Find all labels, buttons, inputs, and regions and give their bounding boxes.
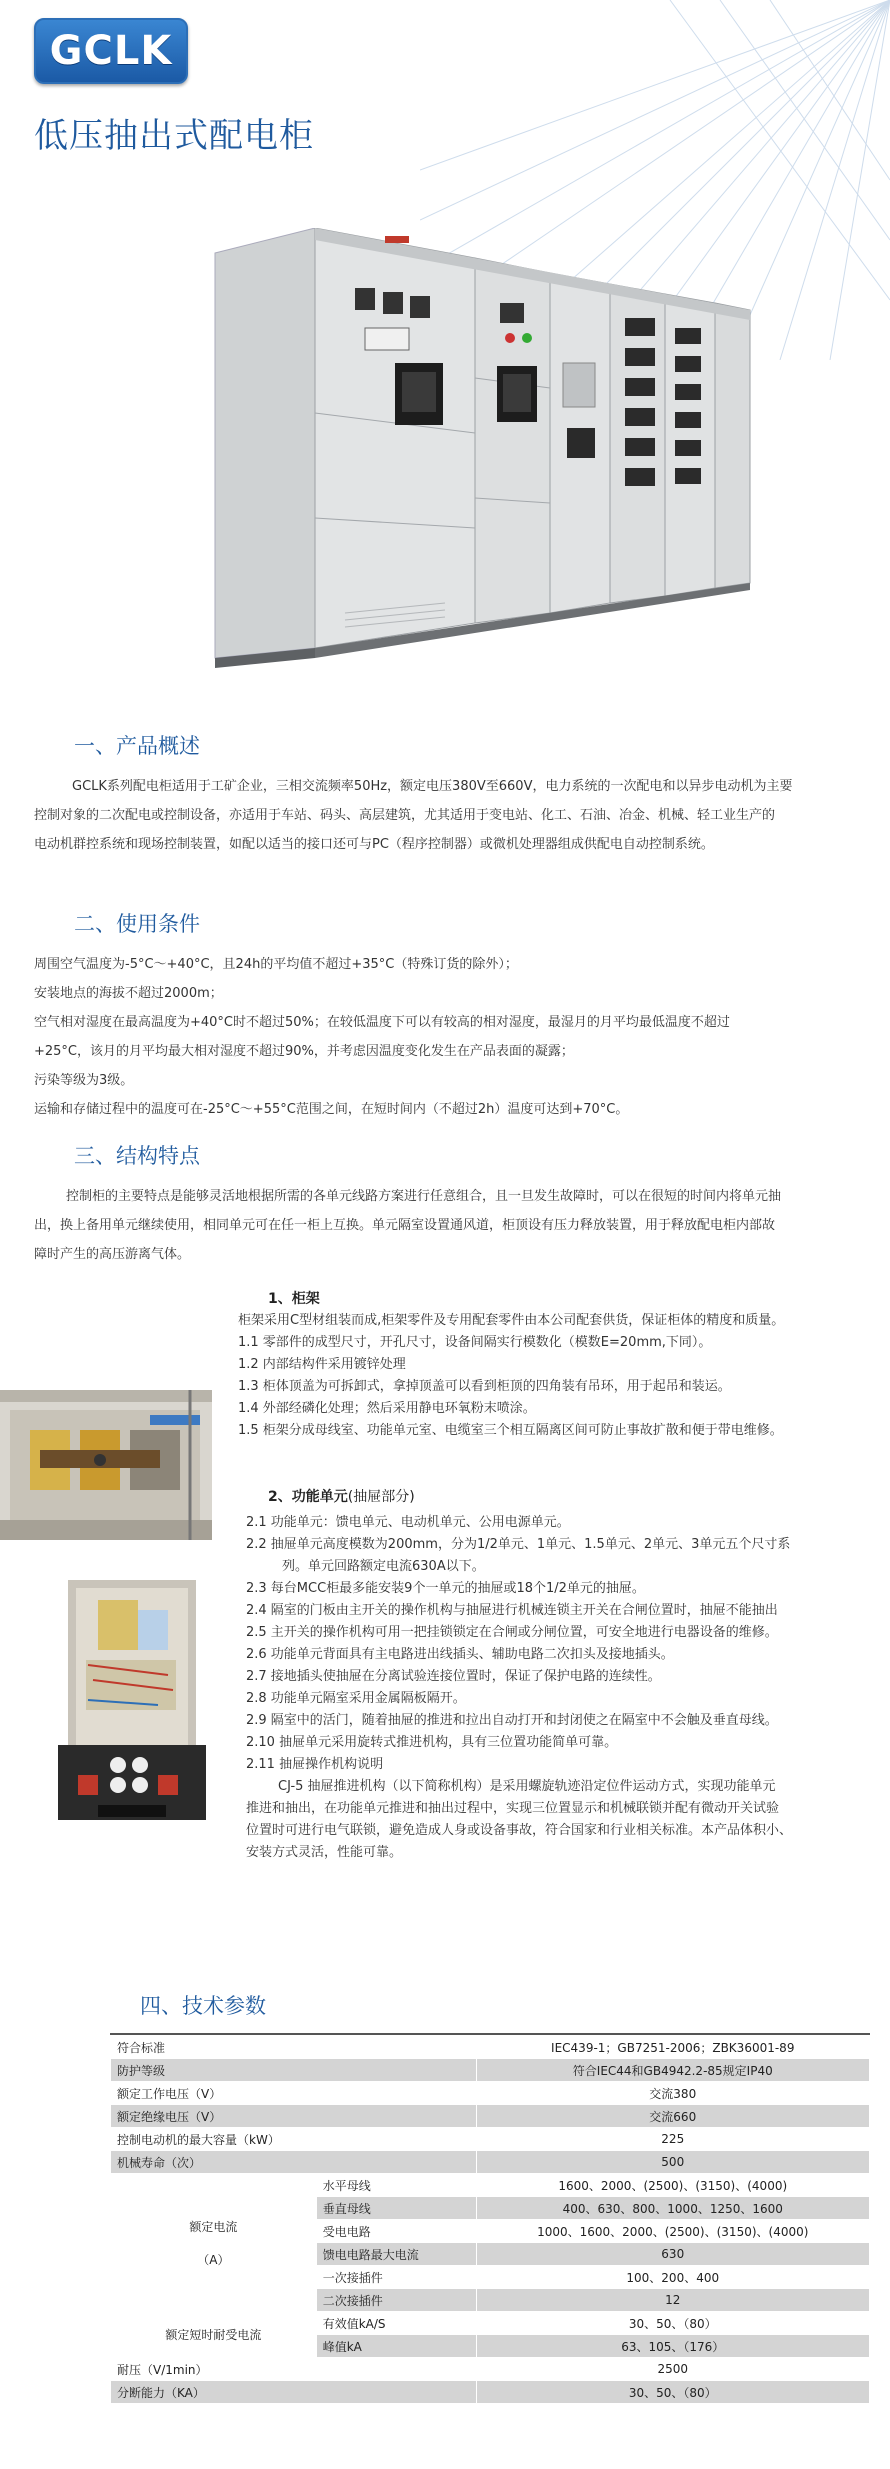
functional-unit-heading bbox=[268, 1486, 415, 1506]
current-label-2: （A） bbox=[197, 2252, 230, 2267]
cabinet-line-6: 1.5 柜架分成母线室、功能单元室、电缆室三个相互隔离区间可防止事故扩散和便于带电维修。 bbox=[238, 1423, 783, 1438]
unit-line-1: 2.1 功能单元：馈电单元、电动机单元、公用电源单元。 bbox=[246, 1515, 570, 1530]
logo-text: GCLK bbox=[49, 28, 173, 74]
cabinet-frame-heading: 1、柜架 bbox=[268, 1291, 320, 1307]
page-title: 低压抽出式配电柜 bbox=[34, 116, 314, 156]
structure-line-2: 出，换上备用单元继续使用，相同单元可在任一柜上互换。单元隔室设置通风道，柜顶设有压力释放装置，用于释放配电柜内部故 bbox=[34, 1218, 776, 1233]
conditions-line-6: 运输和存储过程中的温度可在-25°C～+55°C范围之间，在短时间内（不超过2h）温度可达到+70°C。 bbox=[34, 1102, 629, 1117]
conditions-line-1: 周围空气温度为-5°C～+40°C，且24h的平均值不超过+35°C（特殊订货的除外）； bbox=[34, 957, 518, 972]
busbar-compartment-photo bbox=[0, 1390, 212, 1540]
unit-line-8: 2.7 接地插头使抽屉在分离试验连接位置时，保证了保护电路的连续性。 bbox=[246, 1669, 661, 1684]
structure-line-1: 控制柜的主要特点是能够灵活地根据所需的各单元线路方案进行任意组合，且一旦发生故障时，可以在很短的时间内将单元抽 bbox=[66, 1189, 782, 1204]
row-value: 225 bbox=[476, 2128, 869, 2151]
cabinet-line-2: 1.1 零部件的成型尺寸，开孔尺寸，设备间隔实行模数化（模数E=20mm,下同）。 bbox=[238, 1335, 712, 1350]
table-row bbox=[111, 2312, 870, 2335]
switchgear-cabinet-photo bbox=[205, 228, 760, 668]
unit-line-9: 2.8 功能单元隔室采用金属隔板隔开。 bbox=[246, 1691, 466, 1706]
row-label: 符合标准 bbox=[111, 2036, 477, 2059]
functional-unit-title: 2、功能单元 bbox=[268, 1489, 348, 1505]
row-sub: 一次接插件 bbox=[316, 2266, 476, 2289]
short-group-label: 额定短时耐受电流 bbox=[111, 2312, 317, 2358]
row-value: 63、105、（176） bbox=[476, 2335, 869, 2358]
section-params-heading: 四、技术参数 bbox=[140, 1994, 266, 2018]
current-label-1: 额定电流 bbox=[189, 2219, 238, 2234]
row-label: 控制电动机的最大容量（kW） bbox=[111, 2128, 477, 2151]
section-overview-heading: 一、产品概述 bbox=[74, 734, 200, 758]
row-value: 1600、2000、(2500)、(3150)、(4000) bbox=[476, 2174, 869, 2197]
table-row bbox=[111, 2381, 870, 2404]
unit-line-14: 推进和抽出，在功能单元推进和抽出过程中，实现三位置显示和机械联锁并配有微动开关试验 bbox=[246, 1801, 780, 1816]
unit-line-13: CJ-5 抽屉推进机构（以下简称机构）是采用螺旋轨迹沿定位件运动方式，实现功能单元 bbox=[278, 1779, 776, 1794]
drawer-unit-photo bbox=[58, 1580, 206, 1820]
row-value: 符合IEC44和GB4942.2-85规定IP40 bbox=[476, 2059, 869, 2082]
row-sub: 垂直母线 bbox=[316, 2197, 476, 2220]
row-value: IEC439-1；GB7251-2006；ZBK36001-89 bbox=[476, 2036, 869, 2059]
row-sub: 峰值kA bbox=[316, 2335, 476, 2358]
conditions-line-5: 污染等级为3级。 bbox=[34, 1073, 134, 1088]
unit-line-5: 2.4 隔室的门板由主开关的操作机构与抽屉进行机械连锁主开关在合闸位置时，抽屉不能抽出 bbox=[246, 1603, 778, 1618]
table-row bbox=[111, 2036, 870, 2059]
spec-table bbox=[110, 2035, 870, 2404]
overview-line-1: GCLK系列配电柜适用于工矿企业，三相交流频率50Hz，额定电压380V至660V，电力系统的一次配电和以异步电动机为主要 bbox=[72, 779, 793, 794]
row-sub: 受电电路 bbox=[316, 2220, 476, 2243]
unit-line-7: 2.6 功能单元背面具有主电路进出线插头、辅助电路二次扣头及接地插头。 bbox=[246, 1647, 674, 1662]
table-row bbox=[111, 2105, 870, 2128]
row-sub: 馈电电路最大电流 bbox=[316, 2243, 476, 2266]
structure-line-3: 障时产生的高压游离气体。 bbox=[34, 1247, 191, 1262]
table-row bbox=[111, 2059, 870, 2082]
row-value: 630 bbox=[476, 2243, 869, 2266]
table-row bbox=[111, 2128, 870, 2151]
conditions-line-2: 安装地点的海拔不超过2000m； bbox=[34, 986, 223, 1001]
conditions-line-3: 空气相对湿度在最高温度为+40°C时不超过50%；在较低温度下可以有较高的相对湿度，最湿月的月平均最低温度不超过 bbox=[34, 1015, 730, 1030]
row-label: 分断能力（KA） bbox=[111, 2381, 477, 2404]
conditions-line-4: +25°C，该月的月平均最大相对湿度不超过90%，并考虑因温度变化发生在产品表面的凝露； bbox=[34, 1044, 574, 1059]
overview-line-2: 控制对象的二次配电或控制设备，亦适用于车站、码头、高层建筑，尤其适用于变电站、化工、石油、冶金、机械、轻工业生产的 bbox=[34, 808, 776, 823]
section-structure-heading: 三、结构特点 bbox=[74, 1144, 200, 1168]
row-value: 100、200、400 bbox=[476, 2266, 869, 2289]
unit-line-3: 列。单元回路额定电流630A以下。 bbox=[282, 1559, 485, 1574]
section-conditions-heading: 二、使用条件 bbox=[74, 912, 200, 936]
brand-logo bbox=[34, 18, 188, 84]
cabinet-line-3: 1.2 内部结构件采用镀锌处理 bbox=[238, 1357, 406, 1372]
row-sub: 水平母线 bbox=[316, 2174, 476, 2197]
row-sub: 有效值kA/S bbox=[316, 2312, 476, 2335]
row-label: 额定绝缘电压（V） bbox=[111, 2105, 477, 2128]
unit-line-10: 2.9 隔室中的活门，随着抽屉的推进和拉出自动打开和封闭使之在隔室中不会触及垂直母线。 bbox=[246, 1713, 778, 1728]
cabinet-line-5: 1.4 外部经磷化处理；然后采用静电环氧粉末喷涂。 bbox=[238, 1401, 536, 1416]
table-row bbox=[111, 2174, 870, 2197]
cabinet-line-1: 柜架采用C型材组装而成,柜架零件及专用配套零件由本公司配套供货，保证柜体的精度和质量。 bbox=[238, 1313, 785, 1328]
row-value: 30、50、（80） bbox=[476, 2381, 869, 2404]
row-label: 防护等级 bbox=[111, 2059, 477, 2082]
row-sub: 二次接插件 bbox=[316, 2289, 476, 2312]
row-value: 1000、1600、2000、(2500)、(3150)、(4000) bbox=[476, 2220, 869, 2243]
overview-line-3: 电动机群控系统和现场控制装置，如配以适当的接口还可与PC（程序控制器）或微机处理器组成供配电自动控制系统。 bbox=[34, 837, 714, 852]
table-row bbox=[111, 2151, 870, 2174]
cabinet-line-4: 1.3 柜体顶盖为可拆卸式，拿掉顶盖可以看到柜顶的四角装有吊环，用于起吊和装运。 bbox=[238, 1379, 731, 1394]
row-label: 耐压（V/1min） bbox=[111, 2358, 477, 2381]
row-value: 12 bbox=[476, 2289, 869, 2312]
unit-line-15: 位置时可进行电气联锁，避免造成人身或设备事故，符合国家和行业相关标准。本产品体积小、 bbox=[246, 1823, 793, 1838]
unit-line-16: 安装方式灵活，性能可靠。 bbox=[246, 1845, 403, 1860]
unit-line-11: 2.10 抽屉单元采用旋转式推进机构，具有三位置功能简单可靠。 bbox=[246, 1735, 618, 1750]
functional-unit-note: (抽屉部分) bbox=[347, 1489, 415, 1505]
unit-line-6: 2.5 主开关的操作机构可用一把挂锁锁定在合闸或分闸位置，可安全地进行电器设备的维修。 bbox=[246, 1625, 778, 1640]
current-group-label bbox=[111, 2174, 317, 2312]
table-row bbox=[111, 2358, 870, 2381]
row-value: 30、50、（80） bbox=[476, 2312, 869, 2335]
row-value: 交流660 bbox=[476, 2105, 869, 2128]
row-value: 交流380 bbox=[476, 2082, 869, 2105]
row-value: 400、630、800、1000、1250、1600 bbox=[476, 2197, 869, 2220]
row-value: 500 bbox=[476, 2151, 869, 2174]
unit-line-12: 2.11 抽屉操作机构说明 bbox=[246, 1757, 384, 1772]
row-value: 2500 bbox=[476, 2358, 869, 2381]
unit-line-2: 2.2 抽屉单元高度模数为200mm，分为1/2单元、1单元、1.5单元、2单元、3单元五个尺寸系 bbox=[246, 1537, 791, 1552]
unit-line-4: 2.3 每台MCC柜最多能安装9个一单元的抽屉或18个1/2单元的抽屉。 bbox=[246, 1581, 645, 1596]
row-label: 额定工作电压（V） bbox=[111, 2082, 477, 2105]
row-label: 机械寿命（次） bbox=[111, 2151, 477, 2174]
table-row bbox=[111, 2082, 870, 2105]
